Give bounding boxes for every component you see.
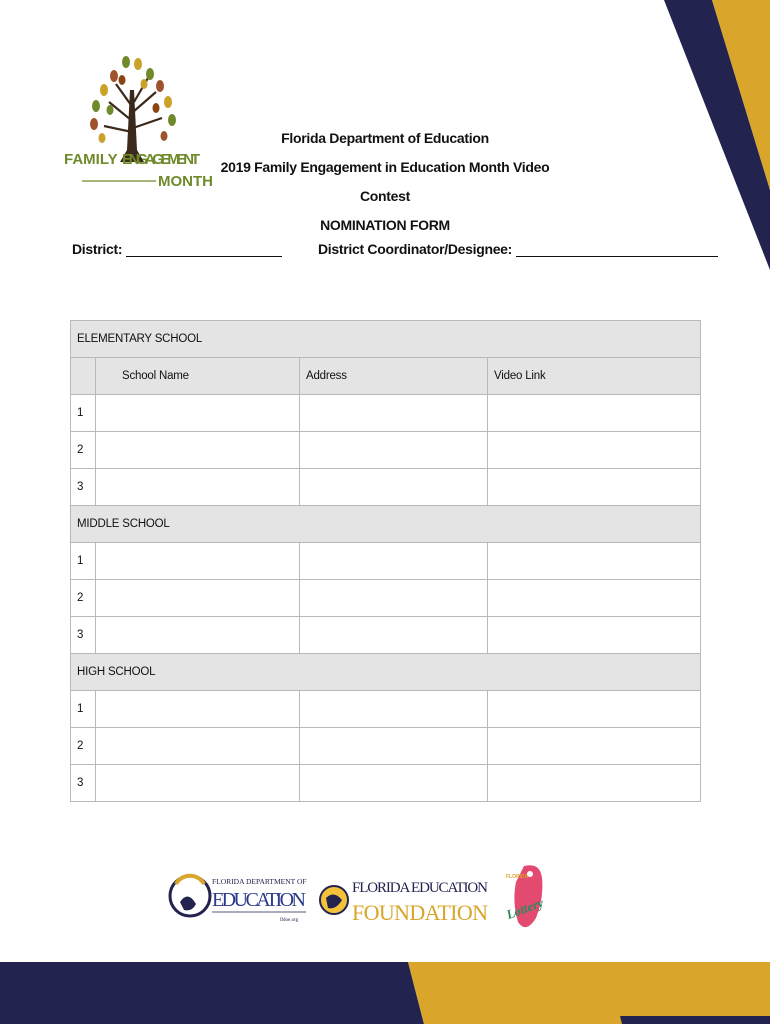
school-name-cell[interactable]	[96, 395, 300, 432]
video-link-cell[interactable]	[488, 728, 701, 765]
section-elementary: ELEMENTARY SCHOOL	[71, 321, 701, 358]
column-header-school-name: School Name	[96, 358, 300, 395]
section-middle: MIDDLE SCHOOL	[71, 506, 701, 543]
coordinator-field[interactable]	[318, 240, 718, 257]
video-link-cell[interactable]	[488, 580, 701, 617]
section-high: HIGH SCHOOL	[71, 654, 701, 691]
logo-word-month: MONTH	[158, 173, 213, 190]
nomination-table	[70, 320, 701, 802]
school-name-cell[interactable]	[96, 432, 300, 469]
address-cell[interactable]	[300, 617, 488, 654]
address-cell[interactable]	[300, 728, 488, 765]
school-name-cell[interactable]	[96, 691, 300, 728]
fdoe-logo	[170, 876, 307, 923]
form-header	[200, 124, 570, 240]
corner-decoration	[660, 0, 770, 270]
lottery-top-text: FLORIDA	[506, 874, 529, 880]
row-number: 1	[71, 691, 96, 728]
table-row	[71, 469, 701, 506]
video-link-cell[interactable]	[488, 395, 701, 432]
fdoe-small-text: FLORIDA DEPARTMENT OF	[212, 877, 307, 886]
header-line-3: NOMINATION FORM	[320, 217, 450, 233]
address-cell[interactable]	[300, 691, 488, 728]
column-header-address: Address	[300, 358, 488, 395]
table-row	[71, 543, 701, 580]
sponsor-logos	[166, 858, 566, 938]
video-link-cell[interactable]	[488, 617, 701, 654]
video-link-cell[interactable]	[488, 543, 701, 580]
footer-band	[0, 962, 770, 1024]
district-line[interactable]	[126, 240, 282, 257]
school-name-cell[interactable]	[96, 728, 300, 765]
lottery-logo	[503, 865, 545, 927]
column-header-number	[71, 358, 96, 395]
school-name-cell[interactable]	[96, 543, 300, 580]
table-row	[71, 617, 701, 654]
section-row	[71, 654, 701, 691]
table-row	[71, 691, 701, 728]
table-row	[71, 580, 701, 617]
video-link-cell[interactable]	[488, 432, 701, 469]
row-number: 2	[71, 728, 96, 765]
row-number: 2	[71, 580, 96, 617]
row-number: 1	[71, 395, 96, 432]
table-row	[71, 728, 701, 765]
family-engagement-logo	[64, 50, 213, 200]
school-name-cell[interactable]	[96, 765, 300, 802]
video-link-cell[interactable]	[488, 691, 701, 728]
video-link-cell[interactable]	[488, 469, 701, 506]
row-number: 3	[71, 617, 96, 654]
video-link-cell[interactable]	[488, 765, 701, 802]
table-row	[71, 432, 701, 469]
column-header-video-link: Video Link	[488, 358, 701, 395]
address-cell[interactable]	[300, 395, 488, 432]
school-name-cell[interactable]	[96, 580, 300, 617]
row-number: 3	[71, 765, 96, 802]
district-label: District:	[72, 241, 123, 257]
school-name-cell[interactable]	[96, 469, 300, 506]
fdoe-big-text: EDUCATION	[212, 889, 306, 911]
coordinator-line[interactable]	[516, 240, 718, 257]
column-header-row	[71, 358, 701, 395]
row-number: 3	[71, 469, 96, 506]
logo-word-family: FAMILY	[64, 151, 118, 168]
header-line-2: 2019 Family Engagement in Education Month Video Contest	[220, 159, 550, 204]
table-row	[71, 765, 701, 802]
district-field[interactable]	[72, 240, 282, 257]
address-cell[interactable]	[300, 432, 488, 469]
row-number: 2	[71, 432, 96, 469]
fef-line-2: FOUNDATION	[352, 900, 488, 925]
coordinator-label: District Coordinator/Designee:	[318, 241, 513, 257]
table-row	[71, 395, 701, 432]
section-row	[71, 321, 701, 358]
lottery-text: Lottery	[504, 894, 546, 923]
fef-line-1: FLORIDA EDUCATION	[352, 880, 488, 896]
logo-word-engagement: ENGAGEMENT	[122, 151, 200, 168]
address-cell[interactable]	[300, 543, 488, 580]
section-row	[71, 506, 701, 543]
address-cell[interactable]	[300, 469, 488, 506]
header-line-1: Florida Department of Education	[281, 130, 489, 146]
fdoe-sub-text: fldoe.org	[280, 918, 299, 923]
address-cell[interactable]	[300, 765, 488, 802]
row-number: 1	[71, 543, 96, 580]
school-name-cell[interactable]	[96, 617, 300, 654]
address-cell[interactable]	[300, 580, 488, 617]
fef-logo	[320, 880, 488, 925]
